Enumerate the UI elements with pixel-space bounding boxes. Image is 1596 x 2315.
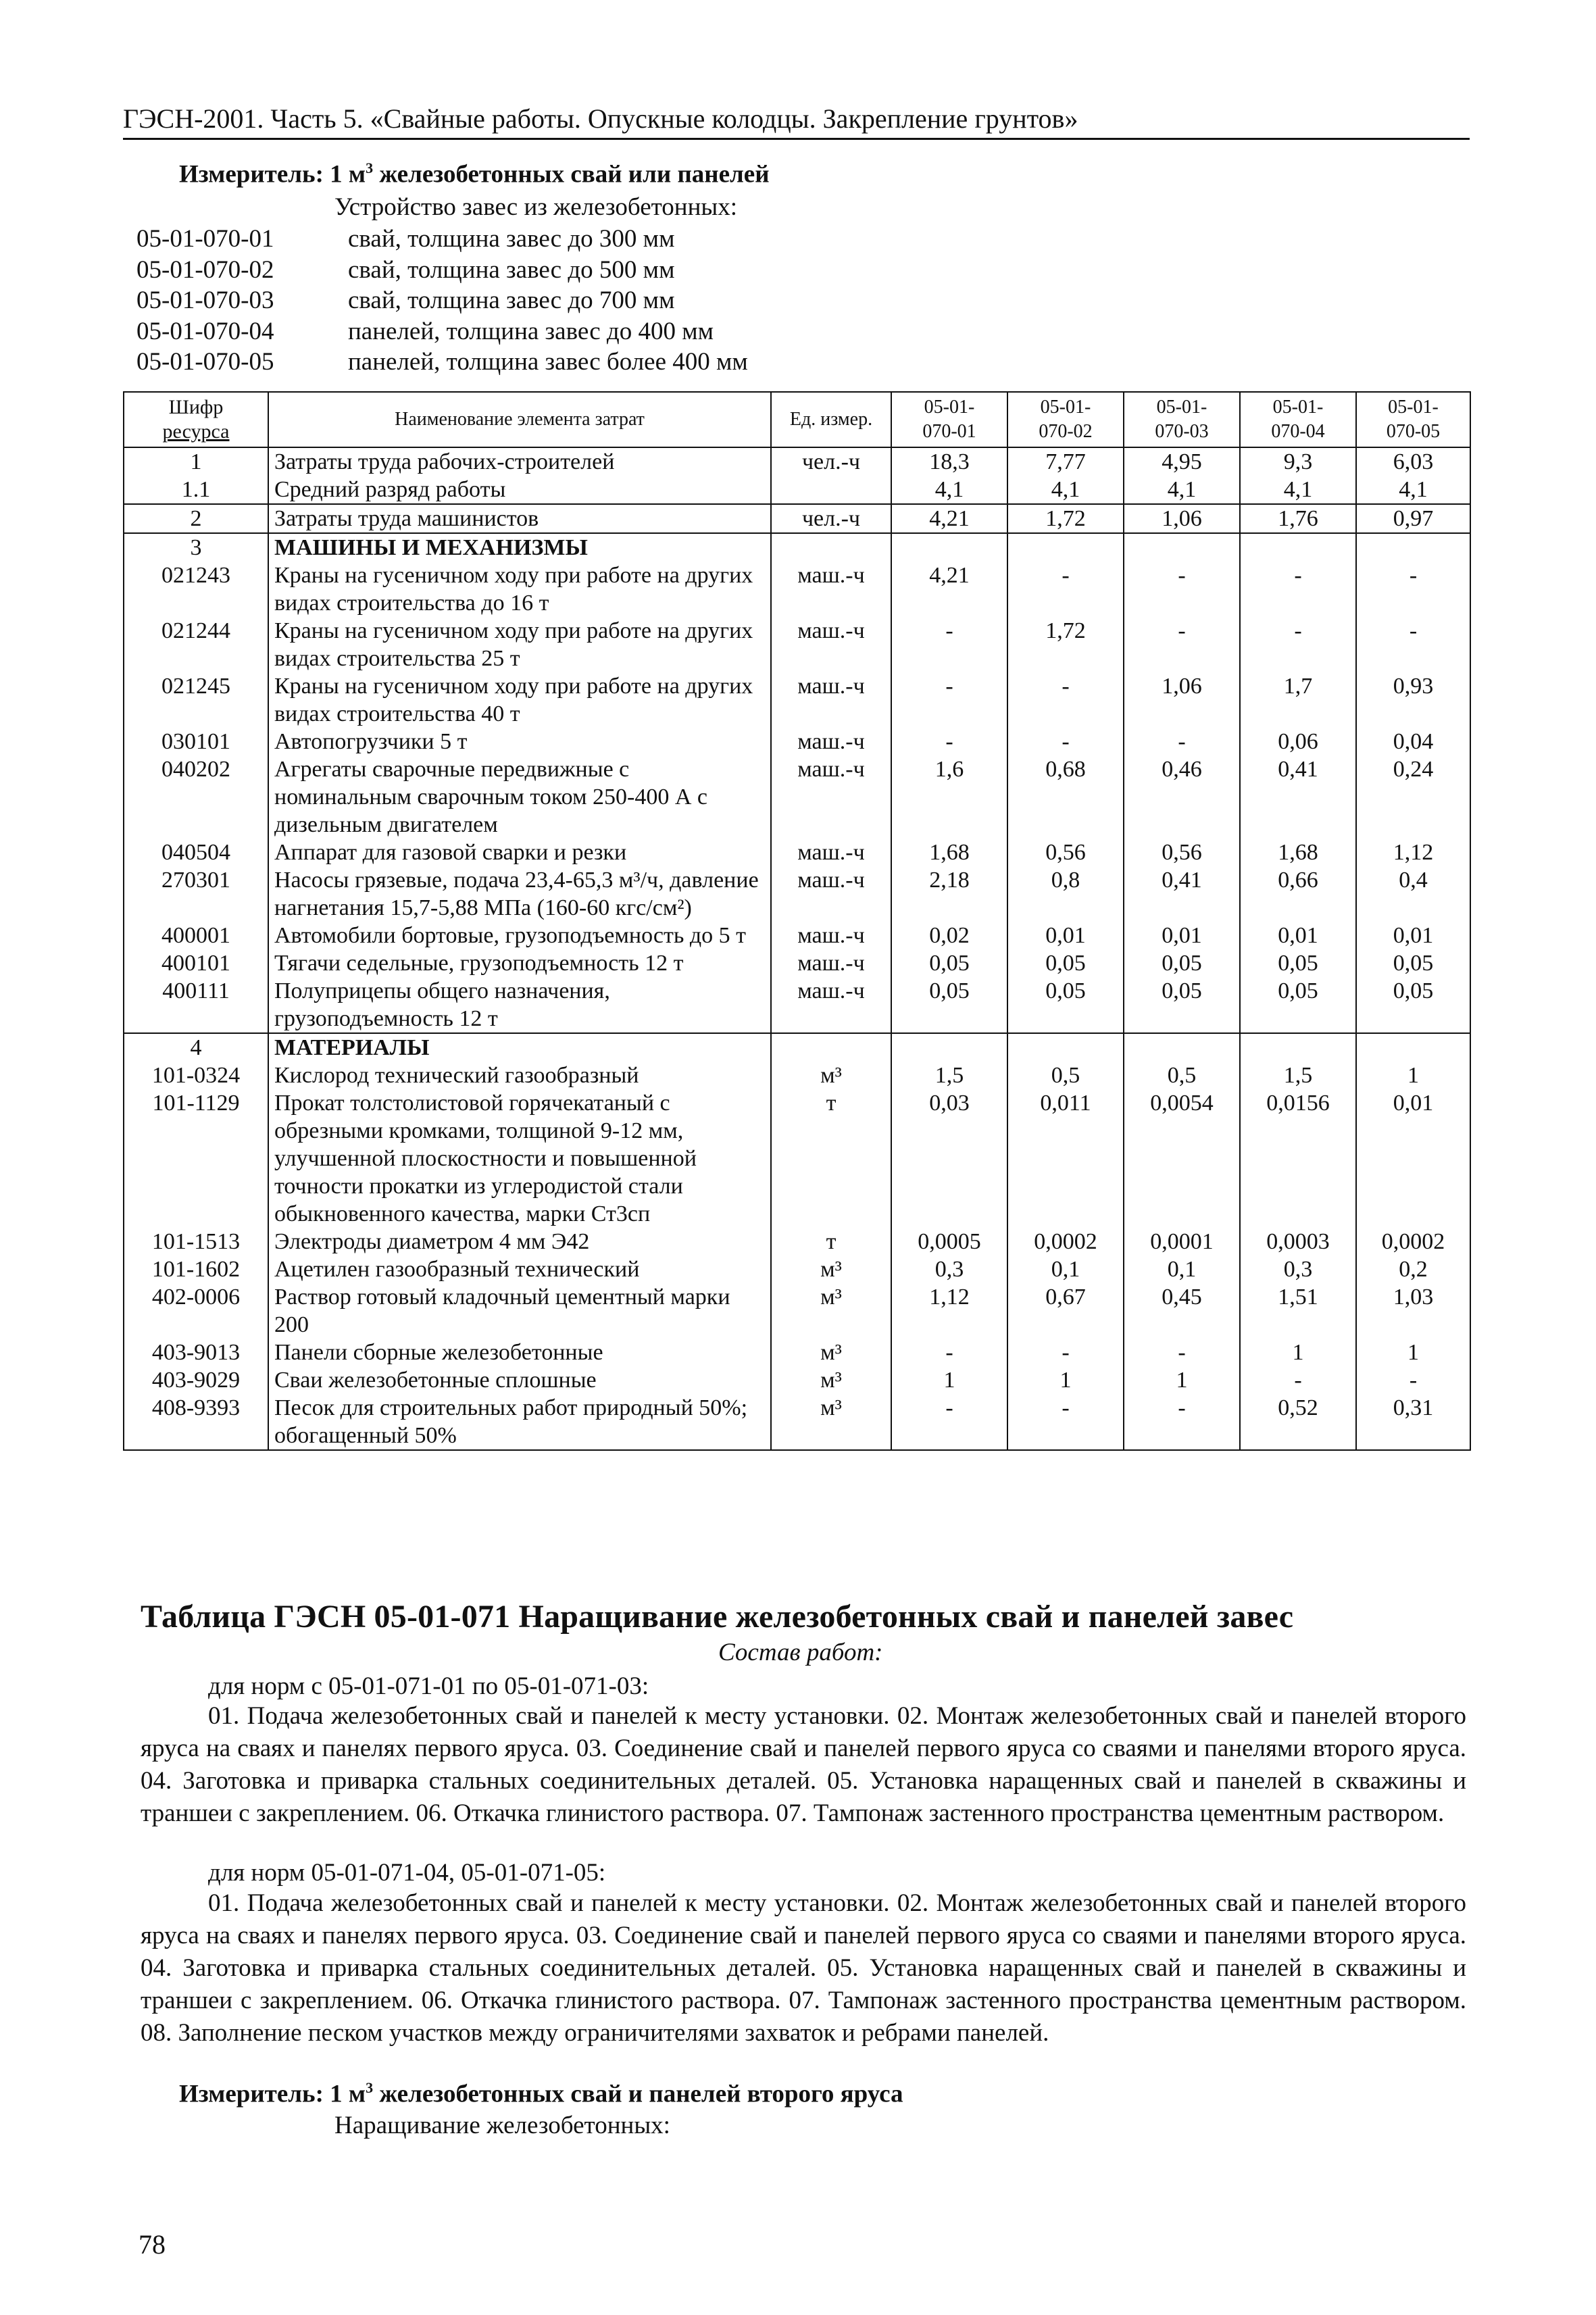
code-id: 05-01-070-01 xyxy=(136,225,274,253)
row-value: 4,21 xyxy=(891,504,1007,533)
row-unit: маш.-ч xyxy=(771,839,891,866)
table2-subtitle: Состав работ: xyxy=(718,1639,883,1666)
row-value: 0,41 xyxy=(1124,866,1240,922)
header-col-line2: 070-02 xyxy=(1039,421,1093,442)
row-value: 1 xyxy=(1407,1340,1419,1365)
row-name: Электроды диаметром 4 мм Э42 xyxy=(268,1228,771,1255)
row-value: 0,24 xyxy=(1393,757,1434,782)
header-col-line1: 05-01- xyxy=(1040,397,1091,418)
row-value: 18,3 xyxy=(891,447,1007,476)
header-col-line2: 070-03 xyxy=(1155,421,1209,442)
header-col-line2: 070-05 xyxy=(1386,421,1441,442)
row-unit: маш.-ч xyxy=(771,922,891,949)
row-value xyxy=(1356,1033,1470,1062)
table-row xyxy=(124,1255,1470,1283)
code-desc: свай, толщина завес до 700 мм xyxy=(348,287,675,314)
row-unit: маш.-ч xyxy=(771,866,891,922)
table-row xyxy=(124,1283,1470,1339)
row-value: 0,01 xyxy=(1124,922,1240,949)
row-code: 101-1602 xyxy=(124,1255,268,1283)
row-name: МАТЕРИАЛЫ xyxy=(268,1033,771,1062)
row-value: - xyxy=(1124,1339,1240,1366)
row-value: 1,03 xyxy=(1393,1285,1434,1310)
header-col xyxy=(1007,392,1124,447)
row-value xyxy=(1124,1033,1240,1062)
row-value: 4,1 xyxy=(1240,476,1356,504)
header-col xyxy=(1124,392,1240,447)
row-value: 0,45 xyxy=(1124,1283,1240,1339)
row-unit: т xyxy=(771,1228,891,1255)
row-value: 1,76 xyxy=(1240,504,1356,533)
row-code: 403-9013 xyxy=(124,1339,268,1366)
table-row xyxy=(124,977,1470,1033)
row-value: 0,41 xyxy=(1240,755,1356,839)
table-header-row xyxy=(124,392,1470,447)
row-value: - xyxy=(891,728,1007,755)
row-value: 0,0002 xyxy=(1381,1229,1445,1254)
row-code: 400001 xyxy=(124,922,268,949)
row-unit: чел.-ч xyxy=(771,504,891,533)
row-value: 1,72 xyxy=(1007,617,1124,672)
row-value: 1,7 xyxy=(1240,672,1356,728)
row-value: - xyxy=(1409,563,1418,588)
row-value: - xyxy=(1007,1339,1124,1366)
row-value: 0,0003 xyxy=(1240,1228,1356,1255)
row-value: 1,6 xyxy=(891,755,1007,839)
row-value: 0,31 xyxy=(1393,1395,1434,1420)
resource-table xyxy=(123,391,1471,1451)
row-value xyxy=(891,1033,1007,1062)
row-value: 0,05 xyxy=(1393,978,1434,1003)
row-value: 1,51 xyxy=(1240,1283,1356,1339)
row-name: Затраты труда рабочих-строителей xyxy=(268,447,771,476)
row-code: 101-1129 xyxy=(124,1089,268,1228)
row-value xyxy=(1007,1033,1124,1062)
header-col-line1: 05-01- xyxy=(924,397,975,418)
row-value: - xyxy=(1124,617,1240,672)
row-value: 0,93 xyxy=(1393,674,1434,699)
row-value: 1,06 xyxy=(1124,504,1240,533)
row-value xyxy=(1240,533,1356,562)
row-name: Краны на гусеничном ходу при работе на других видах строительства 40 т xyxy=(268,672,771,728)
row-code: 403-9029 xyxy=(124,1366,268,1394)
row-code: 3 xyxy=(124,533,268,562)
code-row xyxy=(136,224,748,255)
row-name: Панели сборные железобетонные xyxy=(268,1339,771,1366)
row-value: 0,2 xyxy=(1399,1257,1428,1282)
row-value: 0,05 xyxy=(1124,949,1240,977)
row-unit xyxy=(771,476,891,504)
row-value: 0,3 xyxy=(891,1255,1007,1283)
row-value: 0,01 xyxy=(1007,922,1124,949)
row-value: 0,011 xyxy=(1007,1089,1124,1228)
row-value: 1,72 xyxy=(1007,504,1124,533)
row-value: 0,05 xyxy=(1007,977,1124,1033)
table2-subheading: Наращивание железобетонных: xyxy=(334,2112,670,2139)
section-row xyxy=(124,533,1470,562)
row-value: 0,56 xyxy=(1007,839,1124,866)
row-code: 021244 xyxy=(124,617,268,672)
row-unit: м³ xyxy=(771,1394,891,1450)
row-code: 402-0006 xyxy=(124,1283,268,1339)
row-value: 0,01 xyxy=(1393,1091,1434,1116)
row-name: Агрегаты сварочные передвижные с номинальным сварочным током 250-400 А с дизельным двигателем xyxy=(268,755,771,839)
row-value: 0,0054 xyxy=(1124,1089,1240,1228)
row-unit xyxy=(771,1033,891,1062)
row-code: 2 xyxy=(124,504,268,533)
row-code: 101-1513 xyxy=(124,1228,268,1255)
header-code xyxy=(124,392,268,447)
row-value: 0,05 xyxy=(891,977,1007,1033)
row-value: 0,4 xyxy=(1399,868,1428,893)
header-col xyxy=(891,392,1007,447)
row-name: Кислород технический газообразный xyxy=(268,1062,771,1089)
row-value: 0,67 xyxy=(1007,1283,1124,1339)
row-unit: маш.-ч xyxy=(771,755,891,839)
page-header: ГЭСН-2001. Часть 5. «Свайные работы. Опускные колодцы. Закрепление грунтов» xyxy=(123,101,1470,140)
code-row xyxy=(136,285,748,316)
measure-sup: 3 xyxy=(366,159,374,176)
row-value: 7,77 xyxy=(1007,447,1124,476)
row-value: - xyxy=(1124,728,1240,755)
row-value: - xyxy=(891,672,1007,728)
row-value: - xyxy=(1007,672,1124,728)
measure2-sup: 3 xyxy=(366,2079,374,2096)
row-value: 0,01 xyxy=(1240,922,1356,949)
table-row xyxy=(124,476,1470,504)
row-value: - xyxy=(1007,1394,1124,1450)
header-col-line2: 070-04 xyxy=(1271,421,1325,442)
row-name: Автомобили бортовые, грузоподъемность до 5 т xyxy=(268,922,771,949)
row-unit: чел.-ч xyxy=(771,447,891,476)
row-code: 1.1 xyxy=(124,476,268,504)
row-value xyxy=(1007,533,1124,562)
row-value: 4,1 xyxy=(1007,476,1124,504)
row-value: 9,3 xyxy=(1240,447,1356,476)
row-name: Полуприцепы общего назначения, грузоподъемность 12 т xyxy=(268,977,771,1033)
row-value: - xyxy=(891,617,1007,672)
row-value: 0,05 xyxy=(1007,949,1124,977)
row-value: 2,18 xyxy=(891,866,1007,922)
row-code: 400101 xyxy=(124,949,268,977)
measure-prefix: Измеритель: 1 м xyxy=(179,160,366,189)
code-id: 05-01-070-02 xyxy=(136,255,274,284)
row-value: 0,05 xyxy=(891,949,1007,977)
row-value xyxy=(891,533,1007,562)
row-name: Затраты труда машинистов xyxy=(268,504,771,533)
table-row xyxy=(124,1228,1470,1255)
row-name: Сваи железобетонные сплошные xyxy=(268,1366,771,1394)
row-code: 408-9393 xyxy=(124,1394,268,1450)
row-value: 0,46 xyxy=(1124,755,1240,839)
row-code: 101-0324 xyxy=(124,1062,268,1089)
measure-rest: железобетонных свай или панелей xyxy=(373,160,770,189)
norms-range-2: для норм 05-01-071-04, 05-01-071-05: xyxy=(208,1859,606,1887)
row-value: - xyxy=(1007,562,1124,617)
row-unit: м³ xyxy=(771,1339,891,1366)
row-code: 021243 xyxy=(124,562,268,617)
page-number: 78 xyxy=(139,2229,166,2260)
row-code: 1 xyxy=(124,447,268,476)
row-name: Тягачи седельные, грузоподъемность 12 т xyxy=(268,949,771,977)
code-id: 05-01-070-03 xyxy=(136,287,274,314)
row-code: 040504 xyxy=(124,839,268,866)
row-value: 0,05 xyxy=(1240,949,1356,977)
row-value: 0,3 xyxy=(1240,1255,1356,1283)
row-code: 040202 xyxy=(124,755,268,839)
row-unit: м³ xyxy=(771,1255,891,1283)
code-row xyxy=(136,255,748,286)
row-value: 0,01 xyxy=(1393,923,1434,948)
row-value: 0,0005 xyxy=(891,1228,1007,1255)
section-row xyxy=(124,1033,1470,1062)
header-col-line1: 05-01- xyxy=(1388,397,1439,418)
work-composition-1: 01. Подача железобетонных свай и панелей к месту установки. 02. Монтаж железобетонных свай и панелей второго яруса на сваях и панелях первого яруса. 03. Соединение свай и панелей первого яруса со сваями и панелями второго яруса. 04. Заготовка и приварка стальных соединительных деталей. 05. Установка наращенных свай и панелей в скважины и траншеи с закреплением. 06. Откачка глинистого раствора. 07. Тампонаж застенного пространства цементным раствором. xyxy=(141,1702,1466,1827)
row-value: - xyxy=(1240,617,1356,672)
row-value: 0,0001 xyxy=(1124,1228,1240,1255)
table-row xyxy=(124,755,1470,839)
row-value: 1 xyxy=(1007,1366,1124,1394)
row-value: 0,05 xyxy=(1393,951,1434,976)
row-unit: маш.-ч xyxy=(771,617,891,672)
row-value: 0,03 xyxy=(891,1089,1007,1228)
measure-line xyxy=(179,159,770,189)
row-name: Автопогрузчики 5 т xyxy=(268,728,771,755)
row-value: - xyxy=(1409,618,1418,643)
measure2-rest: железобетонных свай и панелей второго яруса xyxy=(373,2080,903,2108)
row-name: Прокат толстолистовой горячекатаный с обрезными кромками, толщиной 9-12 мм, улучшенной плоскостности и повышенной точности прокатки из углеродистой стали обыкновенного качества, марки Ст3сп xyxy=(268,1089,771,1228)
table-row xyxy=(124,617,1470,672)
table-row xyxy=(124,949,1470,977)
row-value: - xyxy=(1124,562,1240,617)
row-name: Средний разряд работы xyxy=(268,476,771,504)
work-composition-2: 01. Подача железобетонных свай и панелей к месту установки. 02. Монтаж железобетонных свай и панелей второго яруса на сваях и панелях первого яруса. 03. Соединение свай и панелей первого яруса со сваями и панелями второго яруса. 04. Заготовка и приварка стальных соединительных деталей. 05. Установка наращенных свай и панелей в скважины и траншеи с закреплением. 06. Откачка глинистого раствора. 07. Тампонаж застенного пространства цементным раствором. 08. Заполнение песком участков между ограничителями захваток и ребрами панелей. xyxy=(141,1889,1466,2047)
row-value: - xyxy=(891,1339,1007,1366)
row-value: 0,68 xyxy=(1007,755,1124,839)
code-desc: свай, толщина завес до 300 мм xyxy=(348,225,675,253)
row-value xyxy=(1240,1033,1356,1062)
row-value: 1,06 xyxy=(1124,672,1240,728)
code-desc: свай, толщина завес до 500 мм xyxy=(348,255,675,284)
table-row xyxy=(124,672,1470,728)
row-unit: т xyxy=(771,1089,891,1228)
header-col-line2: 070-01 xyxy=(922,421,976,442)
row-unit: маш.-ч xyxy=(771,977,891,1033)
row-value: 0,04 xyxy=(1393,729,1434,754)
table-row xyxy=(124,1089,1470,1228)
row-value: - xyxy=(1124,1394,1240,1450)
row-value: 0,0002 xyxy=(1007,1228,1124,1255)
row-name: МАШИНЫ И МЕХАНИЗМЫ xyxy=(268,533,771,562)
row-name: Аппарат для газовой сварки и резки xyxy=(268,839,771,866)
code-desc: панелей, толщина завес более 400 мм xyxy=(348,348,748,376)
row-unit: маш.-ч xyxy=(771,562,891,617)
code-row xyxy=(136,347,748,378)
row-value: 4,1 xyxy=(1399,477,1428,502)
codes-subtitle: Устройство завес из железобетонных: xyxy=(334,193,738,221)
row-value: 1 xyxy=(1407,1063,1419,1088)
row-code: 400111 xyxy=(124,977,268,1033)
row-value: 0,66 xyxy=(1240,866,1356,922)
row-code: 030101 xyxy=(124,728,268,755)
row-unit: маш.-ч xyxy=(771,949,891,977)
header-col xyxy=(1240,392,1356,447)
row-code: 4 xyxy=(124,1033,268,1062)
header-col xyxy=(1356,392,1470,447)
row-value: 0,0156 xyxy=(1240,1089,1356,1228)
row-value: 1,5 xyxy=(1240,1062,1356,1089)
measure-line-2 xyxy=(179,2079,903,2108)
table-row xyxy=(124,504,1470,533)
row-unit xyxy=(771,533,891,562)
norms-range-1: для норм с 05-01-071-01 по 05-01-071-03: xyxy=(208,1672,649,1700)
row-name: Ацетилен газообразный технический xyxy=(268,1255,771,1283)
row-value: 1,12 xyxy=(1393,840,1434,865)
row-value: 0,05 xyxy=(1124,977,1240,1033)
table-row xyxy=(124,562,1470,617)
table-row xyxy=(124,866,1470,922)
header-col-line1: 05-01- xyxy=(1156,397,1207,418)
row-name: Насосы грязевые, подача 23,4-65,3 м³/ч, давление нагнетания 15,7-5,88 МПа (160-60 кгс/см²) xyxy=(268,866,771,922)
row-value xyxy=(1356,533,1470,562)
row-value: - xyxy=(1007,728,1124,755)
row-value: 0,06 xyxy=(1240,728,1356,755)
row-value: 1,68 xyxy=(1240,839,1356,866)
row-value: 4,1 xyxy=(1124,476,1240,504)
row-name: Раствор готовый кладочный цементный марки 200 xyxy=(268,1283,771,1339)
row-name: Краны на гусеничном ходу при работе на других видах строительства 25 т xyxy=(268,617,771,672)
row-value: 1,12 xyxy=(891,1283,1007,1339)
row-unit: м³ xyxy=(771,1366,891,1394)
row-value: - xyxy=(1240,1366,1356,1394)
code-row xyxy=(136,316,748,347)
row-value: - xyxy=(891,1394,1007,1450)
code-desc: панелей, толщина завес до 400 мм xyxy=(348,317,714,345)
row-name: Краны на гусеничном ходу при работе на других видах строительства до 16 т xyxy=(268,562,771,617)
row-value: 1,5 xyxy=(891,1062,1007,1089)
row-value: 0,02 xyxy=(891,922,1007,949)
table-row xyxy=(124,1062,1470,1089)
row-value: 0,1 xyxy=(1124,1255,1240,1283)
header-unit: Ед. измер. xyxy=(771,392,891,447)
table-row xyxy=(124,1339,1470,1366)
row-value: 4,21 xyxy=(891,562,1007,617)
row-value: - xyxy=(1409,1368,1418,1393)
row-value: 0,8 xyxy=(1007,866,1124,922)
measure2-prefix: Измеритель: 1 м xyxy=(179,2080,366,2108)
row-value: 0,05 xyxy=(1240,977,1356,1033)
row-value: 6,03 xyxy=(1393,449,1434,474)
row-code: 021245 xyxy=(124,672,268,728)
table-row xyxy=(124,1366,1470,1394)
code-id: 05-01-070-04 xyxy=(136,317,274,345)
row-name: Песок для строительных работ природный 50%; обогащенный 50% xyxy=(268,1394,771,1450)
row-unit: м³ xyxy=(771,1062,891,1089)
row-unit: м³ xyxy=(771,1283,891,1339)
table-row xyxy=(124,447,1470,476)
row-value: 0,1 xyxy=(1007,1255,1124,1283)
row-value: 0,97 xyxy=(1356,504,1470,533)
row-value xyxy=(1124,533,1240,562)
row-value: - xyxy=(1240,562,1356,617)
row-unit: маш.-ч xyxy=(771,672,891,728)
row-value: 0,56 xyxy=(1124,839,1240,866)
table-row xyxy=(124,1394,1470,1450)
codes-list xyxy=(136,224,748,378)
row-value: 1,68 xyxy=(891,839,1007,866)
row-value: 0,52 xyxy=(1240,1394,1356,1450)
table-row xyxy=(124,839,1470,866)
row-unit: маш.-ч xyxy=(771,728,891,755)
row-value: 1 xyxy=(1124,1366,1240,1394)
row-value: 4,1 xyxy=(891,476,1007,504)
header-col-line1: 05-01- xyxy=(1272,397,1324,418)
table-row xyxy=(124,922,1470,949)
table-row xyxy=(124,728,1470,755)
row-value: 0,5 xyxy=(1007,1062,1124,1089)
row-code: 270301 xyxy=(124,866,268,922)
header-code-line2: ресурса xyxy=(162,420,230,443)
table2-title: Таблица ГЭСН 05-01-071 Наращивание железобетонных свай и панелей завес xyxy=(141,1599,1294,1635)
row-value: 0,5 xyxy=(1124,1062,1240,1089)
row-value: 1 xyxy=(1240,1339,1356,1366)
row-value: 4,95 xyxy=(1124,447,1240,476)
header-name: Наименование элемента затрат xyxy=(268,392,771,447)
header-code-line1: Шифр xyxy=(168,396,224,418)
row-value: 1 xyxy=(891,1366,1007,1394)
code-id: 05-01-070-05 xyxy=(136,348,274,376)
